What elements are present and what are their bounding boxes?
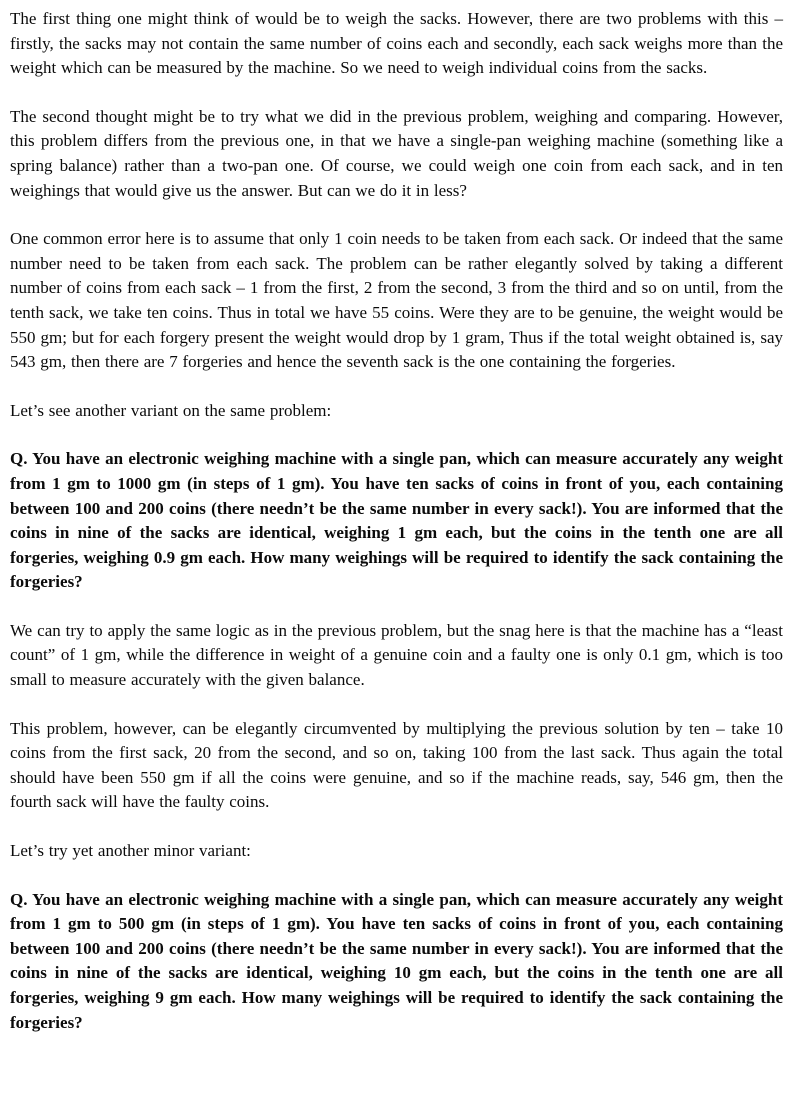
lead-in-minor-variant: Let’s try yet another minor variant:: [10, 841, 251, 861]
para-least-count-snag: We can try to apply the same logic as in the previous problem, but the snag here is that the machine has a “least count” of 1 gm, while the difference in weight of a genuine coin and a faulty one is only 0.1 gm, which is too small to measure accurately with the given balance.: [10, 620, 783, 690]
para-multiply-by-ten-solution: This problem, however, can be elegantly circumvented by multiplying the previous solution by ten – take 10 coins from the first sack, 20 from the second, and so on, taking 100 from the last sack. Thus again the total should have been 550 gm if all the coins were genuine, and so if the machine reads, say, 546 gm, then the fourth sack will have the faulty coins.: [10, 718, 783, 812]
question-500gm-variant: Q. You have an electronic weighing machine with a single pan, which can measure accurately any weight from 1 gm to 500 gm (in steps of 1 gm). You have ten sacks of coins in front of you, each containing between 100 and 200 coins (there needn’t be the same number in every sack!). You are informed that the coins in nine of the sacks are identical, weighing 10 gm each, but the coins in the tenth one are all forgeries, weighing 9 gm each. How many weighings will be required to identify the sack containing the forgeries?: [10, 889, 783, 1032]
lead-in-another-variant: Let’s see another variant on the same problem:: [10, 400, 332, 420]
para-common-error-elegant-solution: One common error here is to assume that only 1 coin needs to be taken from each sack. Or indeed that the same number need to be taken from each sack. The problem can be rather elegantly solved by taking a different number of coins from each sack – 1 from the first, 2 from the second, 3 from the third and so on until, from the tenth sack, we take ten coins. Thus in total we have 55 coins. Were they are to be genuine, the weight would be 550 gm; but for each forgery present the weight would drop by 1 gram, Thus if the total weight obtained is, say 543 gm, then there are 7 forgeries and hence the seventh sack is the one containing the forgeries.: [10, 229, 783, 372]
para-previous-problem-single-pan: The second thought might be to try what we did in the previous problem, weighing and comparing. However, this problem differs from the previous one, in that we have a single-pan weighing machine (something like a spring balance) rather than a two-pan one. Of course, we could weigh one coin from each sack, and in ten weighings that would give us the answer. But can we do it in less?: [10, 106, 783, 200]
para-weigh-sacks-problems: The first thing one might think of would be to weigh the sacks. However, there are two problems with this – firstly, the sacks may not contain the same number of coins each and secondly, each sack weighs more than the weight which can be measured by the machine. So we need to weigh individual coins from the sacks.: [10, 9, 783, 78]
question-1000gm-variant: Q. You have an electronic weighing machine with a single pan, which can measure accurately any weight from 1 gm to 1000 gm (in steps of 1 gm). You have ten sacks of coins in front of you, each containing between 100 and 200 coins (there needn’t be the same number in every sack!). You are informed that the coins in nine of the sacks are identical, weighing 1 gm each, but the coins in the tenth one are all forgeries, weighing 0.9 gm each. How many weighings will be required to identify the sack containing the forgeries?: [10, 449, 783, 592]
